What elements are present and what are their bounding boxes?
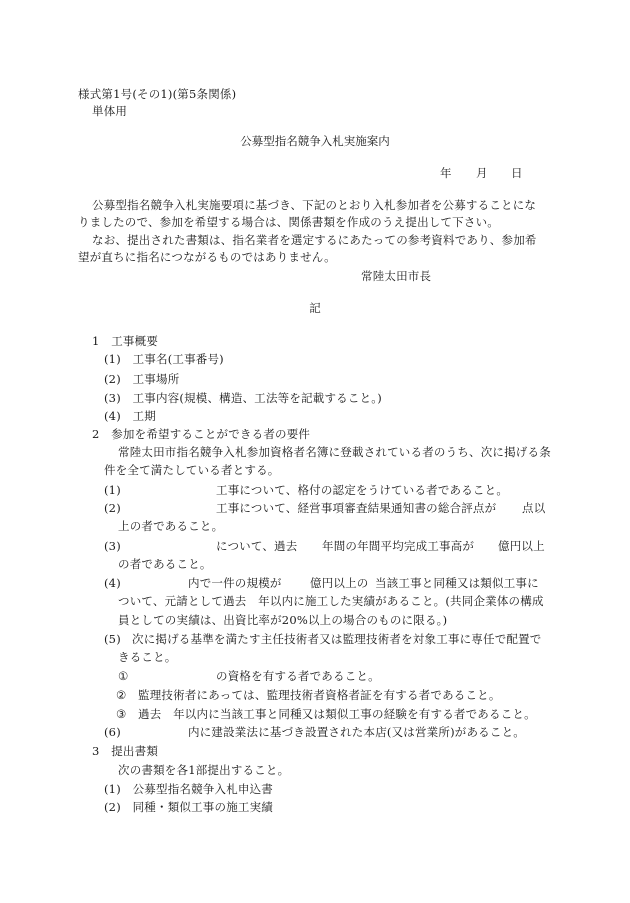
form-number: 様式第1号(その1)(第5条関係) — [78, 87, 237, 101]
section3-item: (1) 公募型指名競争入札申込書 — [104, 782, 273, 796]
section2-intro-line2: 件を全て満たしている者とする。 — [104, 463, 280, 477]
issuer: 常陸太田市長 — [361, 269, 432, 283]
section1-item: (1) 工事名(工事番号) — [104, 352, 224, 366]
item5-line1: 次に掲げる基準を満たす主任技術者又は監理技術者を対象工事に専任で配置で — [132, 632, 542, 646]
item5-line2: きること。 — [118, 650, 177, 664]
section1-item: (4) 工期 — [104, 409, 156, 423]
sub1-number: ① — [118, 669, 129, 683]
item2-text-b: 点以 — [522, 501, 546, 515]
section2-intro-line1: 常陸太田市指名競争入札参加資格者名簿に登載されている者のうち、次に掲げる条 — [118, 445, 551, 459]
sub2-text: 監理技術者にあっては、監理技術者資格者証を有する者であること。 — [138, 688, 501, 702]
date-month: 月 — [476, 166, 488, 180]
section3-item: (2) 同種・類似工事の施工実績 — [104, 800, 273, 814]
intro-p1-line1: 公募型指名競争入札実施要項に基づき、下記のとおり入札参加者を公募することにな — [92, 198, 537, 212]
item1-number: (1) — [104, 483, 121, 497]
section3-intro: 次の書類を各1部提出すること。 — [118, 763, 290, 777]
item3-text-a: について、過去 — [216, 539, 298, 553]
ki-marker: 記 — [309, 301, 321, 315]
item3-text-b: 年間の年間平均完成工事高が — [322, 539, 475, 553]
item6-text: 内に建設業法に基づき設置された本店(又は営業所)があること。 — [188, 725, 525, 739]
item2-line2: 上の者であること。 — [118, 519, 224, 533]
sub1-text: の資格を有する者であること。 — [216, 669, 380, 683]
section1-heading: 1 工事概要 — [92, 334, 159, 348]
section2-heading: 2 参加を希望することができる者の要件 — [92, 427, 311, 441]
section1-item: (3) 工事内容(規模、構造、工法等を記載すること。) — [104, 391, 382, 405]
item2-text-a: 工事について、経営事項審査結果通知書の総合評点が — [216, 501, 497, 515]
item3-number: (3) — [104, 539, 121, 553]
sub3-text: 過去 年以内に当該工事と同種又は類似工事の経験を有する者であること。 — [138, 707, 536, 721]
item5-number: (5) — [104, 632, 121, 646]
intro-p2-line2: 望が直ちに指名につながるものではありません。 — [78, 250, 336, 264]
form-type: 単体用 — [92, 104, 128, 118]
page-title: 公募型指名競争入札実施案内 — [240, 134, 390, 148]
item3-line2: の者であること。 — [118, 557, 212, 571]
item4-line3: 員としての実績は、出資比率が20%以上の場合のものに限る。) — [118, 613, 448, 627]
item2-number: (2) — [104, 501, 121, 515]
item6-number: (6) — [104, 725, 121, 739]
intro-p2-line1: なお、提出された書類は、指名業者を選定するにあたっての参考資料であり、参加希 — [92, 233, 537, 247]
section1-item: (2) 工事場所 — [104, 372, 180, 386]
intro-p1-line2: りましたので、参加を希望する場合は、関係書類を作成のうえ提出して下さい。 — [78, 215, 499, 229]
item3-text-c: 億円以上 — [498, 539, 545, 553]
item4-text-b: 億円以上の — [310, 576, 369, 590]
sub3-number: ③ — [116, 707, 127, 721]
sub2-number: ② — [116, 688, 127, 702]
item4-text-a: 内で一件の規模が — [188, 576, 282, 590]
date-day: 日 — [511, 166, 523, 180]
section3-heading: 3 提出書類 — [92, 744, 159, 758]
item1-text: 工事について、格付の認定をうけている者であること。 — [216, 483, 509, 497]
item4-number: (4) — [104, 576, 121, 590]
item4-line2: ついて、元請として過去 年以内に施工した実績があること。(共同企業体の構成 — [118, 594, 544, 608]
date-year: 年 — [440, 166, 452, 180]
item4-text-c: 当該工事と同種又は類似工事に — [375, 576, 539, 590]
